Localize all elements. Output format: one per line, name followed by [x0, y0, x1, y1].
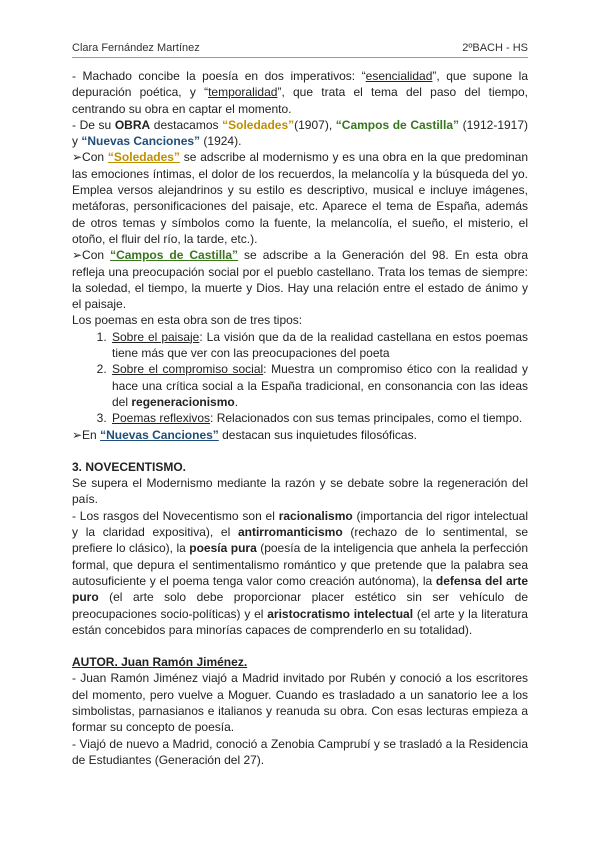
nuevas-canciones-title: “Nuevas Canciones” — [81, 134, 201, 149]
novecentismo-intro: Se supera el Modernismo mediante la razón y se debate sobre la regeneración del país. — [72, 476, 528, 507]
machado-imperativos-paragraph: - Machado concibe la poesía en dos imperativos: “esencialidad”, que supone la depuración poética, y “temporalidad”, que trata el tema del paso del tiempo, centrando su obra en captar el momento. — [72, 69, 529, 116]
header-course: 2ºBACH - HS — [462, 42, 528, 54]
autor-heading: AUTOR. Juan Ramón Jiménez. — [72, 655, 248, 670]
novecentismo-rasgos-paragraph: - Los rasgos del Novecentismo son el racionalismo (importancia del rigor intelectual y la claridad expositiva), el antirromanticismo (rechazo de lo sentimental, se prefiere lo clásico), la poesía pura (poesía de la inteligencia que anhela la perfección formal, que depura el sentimentalismo romántico y que pretende que la palabra sea autosuficiente y el poema tenga valor como creación autónoma), la defensa del arte puro (el arte solo debe proporcionar placer estético sin ser vehículo de preocupaciones socio-políticas) y el aristocratismo intelectual (el arte y la literatura están concebidos para minorías capaces de comprenderlo en su totalidad). — [72, 508, 529, 637]
autor-paragraph-1: - Juan Ramón Jiménez viajó a Madrid invitado por Rubén y conoció a los escritores del momento, pero vuelve a Moguer. Cuando es trasladado a un sanatorio lee a los simbolistas, parnasianos e italianos y reanuda su obra. Con esas lecturas empieza a formar su concepto de poesía. — [72, 671, 528, 735]
soledades-title-2: “Soledades” — [107, 150, 180, 165]
novecentismo-heading: 3. NOVECENTISMO. — [72, 459, 187, 474]
soledades-paragraph: ➢Con “Soledades” se adscribe al modernismo y es una obra en la que predominan las emociones íntimas, el dolor de los recuerdos, la melancolía y la búsqueda del yo. Emplea versos alejandrinos y su estilo es descriptivo, musical e incluye imágenes, metáforas, personificaciones del paisaje, etc. Aparece el tema de España, además de otros temas y símbolos como la fuente, la melancolía, el sueño, el misterio, el otoño, el fluir del río, la tarde, etc.). — [72, 150, 529, 246]
list-item: 3. Poemas reflexivos: Relacionados con sus temas principales, como el tiempo. — [110, 410, 528, 426]
autor-paragraph-2: - Viajó de nuevo a Madrid, conoció a Zenobia Camprubí y se trasladó a la Residencia de Estudiantes (Generación del 27). — [72, 736, 528, 767]
list-item: 1. Sobre el paisaje: La visión que da de la realidad castellana en estos poemas tiene más que ver con las preocupaciones del poeta — [110, 329, 528, 362]
spacer — [72, 443, 528, 459]
poemas-tipos-intro: Los poemas en esta obra son de tres tipos: — [72, 313, 303, 328]
nuevas-canciones-title-2: “Nuevas Canciones” — [100, 427, 219, 442]
campos-paragraph: ➢Con “Campos de Castilla” se adscribe a la Generación del 98. En esta obra refleja una preocupación social por el pueblo castellano. Trata los temas de siempre: la soledad, el tiempo, la muerte y Dios. Hay una relación entre el estado de ánimo y el paisaje. — [72, 248, 529, 312]
nuevas-canciones-paragraph: ➢En “Nuevas Canciones” destacan sus inquietudes filosóficas. — [72, 427, 417, 442]
esencialidad-term: esencialidad — [365, 69, 433, 83]
header-author: Clara Fernández Martínez — [72, 42, 200, 54]
machado-obra-paragraph: - De su OBRA destacamos “Soledades”(1907), “Campos de Castilla” (1912-1917) y “Nuevas Canciones” (1924). — [72, 117, 529, 149]
spacer — [72, 638, 528, 654]
soledades-title: “Soledades” — [222, 117, 295, 132]
page-header — [72, 36, 528, 58]
campos-title: “Campos de Castilla” — [335, 117, 460, 132]
list-item: 2. Sobre el compromiso social: Muestra un compromiso ético con la realidad y hace una crítica social a la España tradicional, en consonancia con las ideas del regeneracionismo. — [110, 361, 528, 410]
temporalidad-term: temporalidad — [208, 85, 278, 100]
campos-title-2: “Campos de Castilla” — [110, 248, 239, 263]
obra-term: OBRA — [114, 117, 151, 132]
document-body — [72, 68, 528, 768]
poem-types-list — [110, 329, 528, 427]
